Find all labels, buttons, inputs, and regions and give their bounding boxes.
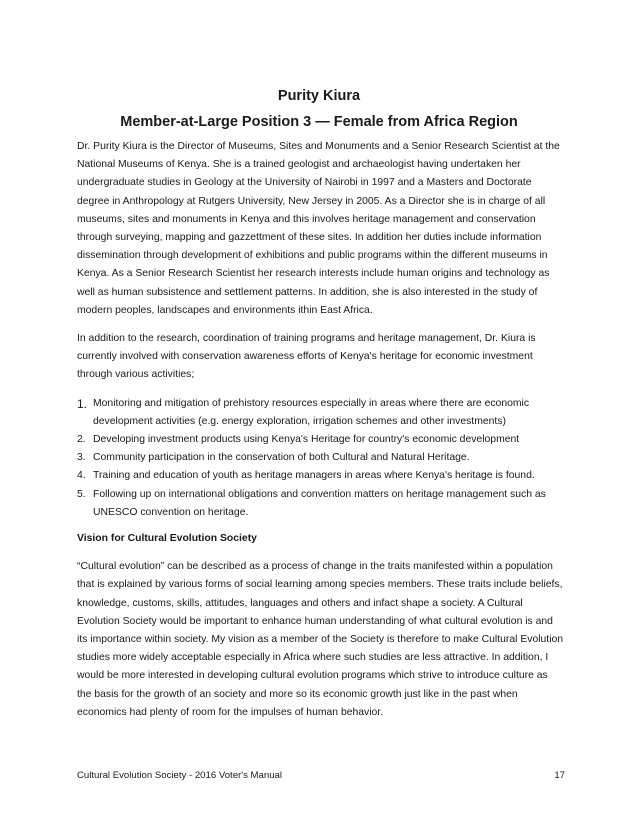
list-item-text: Training and education of youth as heritage managers in areas where Kenya's heritage is found. xyxy=(93,470,535,482)
list-item-text: Developing investment products using Kenya's Heritage for country's economic development xyxy=(93,434,520,446)
list-item-text: Following up on international obligations and convention matters on heritage management such as UNESCO convention on heritage. xyxy=(93,488,546,518)
vision-heading: Vision for Cultural Evolution Society xyxy=(77,533,257,545)
page-footer xyxy=(77,770,565,782)
list-item-number: 1. xyxy=(77,396,88,411)
document-body xyxy=(77,138,565,732)
list-item xyxy=(77,449,565,467)
vision-paragraph: “Cultural evolution” can be described as a process of change in the traits manifested within a population that is explained by various forms of social learning among species members. These traits include beliefs, knowledge, customs, skills, attitudes, languages and others and infact shape a society. A Cultural Evolution Society would be important to enhance human understanding of what cultural evolution is and its importance within society. My vision as a member of the Society is therefore to make Cultural Evolution studies more widely acceptable especially in Africa where such studies are less attractive. In addition, I would be more interested in developing cultural evolution programs which strive to introduce culture as the basis for the growth of an society and more so its economic growth just like in the past when economics had plenty of room for the impulses of human behavior. xyxy=(77,561,564,718)
list-item xyxy=(77,467,565,485)
page-number: 17 xyxy=(554,770,565,781)
bio-paragraph: Dr. Purity Kiura is the Director of Museums, Sites and Monuments and a Senior Research Scientist at the National Museums of Kenya. She is a trained geologist and archaeologist having undertaken her undergraduate studies in Geology at the University of Nairobi in 1997 and a Masters and Doctorate degree in Anthropology at Rutgers University, New Jersey in 2005. As a Director she is in charge of all museums, sites and monuments in Kenya and this involves heritage management and conservation through surveying, mapping and gazzettment of these sites. In addition her duties include information dissemination through development of exhibitions and public programs within the different museums in Kenya. As a Senior Research Scientist her research interests include human origins and technology as well as human subsistence and settlement patterns. In addition, she is also interested in the study of modern peoples, landscapes and environments ithin East Africa. xyxy=(77,141,560,316)
list-item xyxy=(77,395,565,431)
list-item-number: 2. xyxy=(77,434,86,446)
list-item-number: 3. xyxy=(77,452,86,464)
list-item-text: Community participation in the conservation of both Cultural and Natural Heritage. xyxy=(93,452,470,464)
list-item-number: 5. xyxy=(77,488,86,500)
list-item-number: 4. xyxy=(77,470,86,482)
page-title: Purity Kiura xyxy=(277,88,361,104)
list-item-text: Monitoring and mitigation of prehistory resources especially in areas where there are economic development activities (e.g. energy exploration, irrigation schemes and other investments) xyxy=(93,397,530,427)
list-item xyxy=(77,431,565,449)
activities-intro-paragraph: In addition to the research, coordination of training programs and heritage management, Dr. Kiura is currently involved with conservation awareness efforts of Kenya's heritage for economic investment through various activities; xyxy=(77,333,536,381)
activities-list xyxy=(77,395,565,522)
footer-publication: Cultural Evolution Society - 2016 Voter's Manual xyxy=(77,770,283,781)
list-item xyxy=(77,486,565,522)
page-subtitle: Member-at-Large Position 3 — Female from Africa Region xyxy=(120,114,518,130)
